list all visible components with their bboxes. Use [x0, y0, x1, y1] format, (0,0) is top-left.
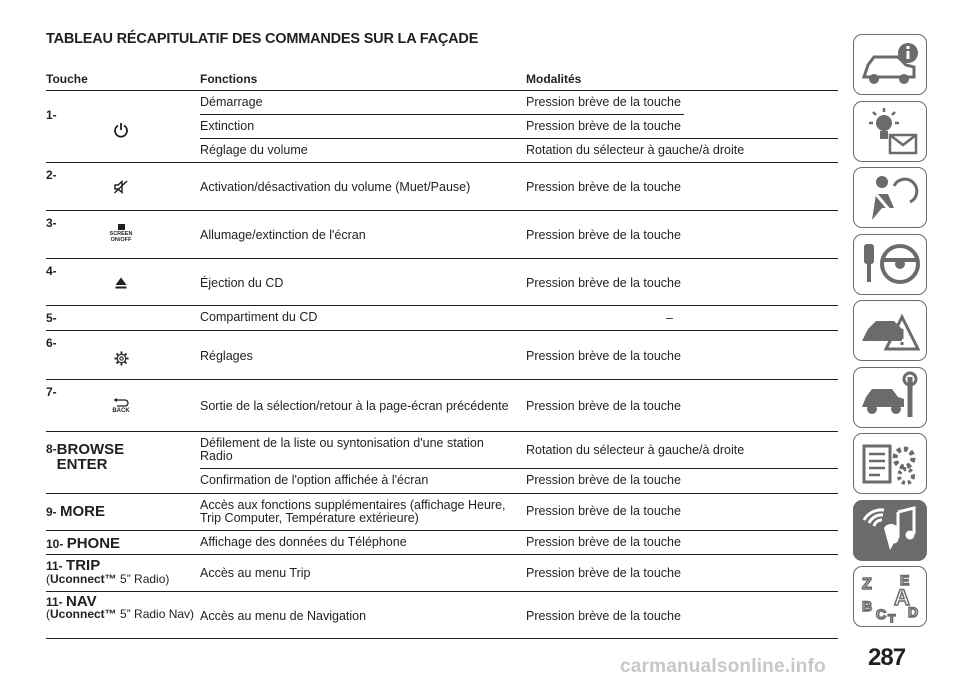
mode-text: Pression brève de la touche	[526, 535, 681, 549]
key-number: 9-	[46, 505, 57, 519]
mode-text: Pression brève de la touche	[526, 504, 681, 518]
row-key: 4-	[46, 264, 57, 278]
chapter-sidebar	[853, 34, 929, 633]
back-arrow-icon	[106, 398, 136, 415]
back-icon-label: BACK	[112, 408, 130, 414]
function-text: Confirmation de l'option affichée à l'écran	[200, 473, 429, 487]
index-icon	[858, 571, 922, 623]
mode-text: Rotation du sélecteur à gauche/à droite	[526, 443, 745, 457]
table-subrow	[200, 469, 838, 492]
key-number: 11-	[46, 559, 63, 573]
key-subtitle	[46, 607, 194, 621]
svg-text:Z: Z	[862, 575, 872, 593]
function-text: Accès au menu de Navigation	[200, 609, 367, 623]
table-row	[46, 592, 838, 639]
key-label: PHONE	[66, 535, 121, 552]
table-row	[46, 531, 838, 555]
header-key: Touche	[46, 72, 88, 86]
row-key	[46, 503, 105, 520]
row-key: 5-	[46, 311, 57, 325]
warning-lights-icon	[858, 105, 922, 157]
page-number: 287	[868, 644, 906, 671]
starting-driving-icon	[858, 238, 922, 290]
watermark: carmanualsonline.info	[620, 656, 826, 677]
mode-text: Pression brève de la touche	[526, 609, 681, 623]
key-subtitle-open: (	[46, 572, 50, 586]
mode-text: Pression brève de la touche	[526, 566, 681, 580]
table-header	[46, 66, 838, 91]
tab-car-info[interactable]	[853, 34, 927, 95]
tab-safety[interactable]	[853, 167, 927, 228]
safety-airbag-icon	[858, 172, 922, 224]
table-row	[46, 432, 838, 494]
table-subrow	[200, 91, 684, 115]
mode-text: Pression brève de la touche	[526, 180, 681, 194]
power-icon	[106, 122, 136, 138]
eject-icon	[106, 277, 136, 289]
table-row	[46, 306, 838, 331]
function-text: Démarrage	[200, 95, 263, 109]
function-text: Réglage du volume	[200, 143, 308, 157]
function-text: Réglages	[200, 349, 253, 363]
header-mode: Modalités	[526, 72, 582, 86]
tab-maintenance[interactable]	[853, 367, 927, 428]
row-key: 2-	[46, 168, 57, 182]
controls-table	[46, 66, 838, 639]
table-row	[46, 380, 838, 432]
table-subrow	[200, 139, 838, 162]
emergency-icon	[858, 305, 922, 357]
technical-data-icon	[858, 438, 922, 490]
function-text: Sortie de la sélection/retour à la page-écran précédente	[200, 399, 509, 413]
svg-text:D: D	[908, 603, 919, 620]
key-label: NAV	[66, 593, 97, 610]
table-row	[46, 331, 838, 380]
key-subtitle-rest: 5” Radio Nav)	[116, 607, 195, 621]
screen-icon-label: ON/OFF	[110, 237, 132, 243]
tab-starting-driving[interactable]	[853, 234, 927, 295]
row-key: 3-	[46, 216, 57, 230]
row-key	[46, 535, 120, 552]
screen-icon-label: SCREEN	[109, 231, 133, 237]
table-row	[46, 211, 838, 259]
key-label: TRIP	[66, 557, 101, 574]
function-text: Activation/désactivation du volume (Muet/Pause)	[200, 180, 471, 194]
key-subtitle-rest: 5” Radio)	[116, 572, 170, 586]
svg-text:E: E	[900, 571, 910, 588]
row-key	[46, 442, 157, 472]
key-subtitle-open: (	[46, 607, 50, 621]
mode-text: Pression brève de la touche	[526, 228, 681, 242]
row-key: 7-	[46, 385, 57, 399]
car-info-icon	[858, 39, 922, 91]
key-number: 11-	[46, 595, 63, 609]
mode-text: Pression brève de la touche	[526, 95, 681, 109]
page-title: TABLEAU RÉCAPITULATIF DES COMMANDES SUR LA FAÇADE	[46, 31, 479, 47]
header-function: Fonctions	[200, 72, 258, 86]
table-row	[46, 555, 838, 592]
key-number: 10-	[46, 537, 64, 551]
tab-warning-lights[interactable]	[853, 101, 927, 162]
brand-name: Uconnect™	[50, 607, 117, 621]
function-text: Accès aux fonctions supplémentaires (affichage Heure, Trip Computer, Température extérieure)	[200, 498, 506, 525]
mute-icon	[106, 180, 136, 194]
mode-text: –	[666, 311, 673, 325]
tab-technical-data[interactable]	[853, 433, 927, 494]
settings-gear-icon	[106, 351, 136, 366]
mode-text: Pression brève de la touche	[526, 399, 681, 413]
table-row	[46, 259, 838, 306]
key-subtitle	[46, 572, 169, 586]
screen-onoff-icon	[106, 224, 136, 243]
table-row	[46, 163, 838, 211]
row-key	[46, 559, 169, 586]
table-subrow	[200, 115, 838, 139]
key-number: 8-	[46, 442, 57, 456]
function-text: Accès au menu Trip	[200, 566, 311, 580]
svg-text:C: C	[876, 605, 887, 622]
row-key: 6-	[46, 336, 57, 350]
function-text: Éjection du CD	[200, 276, 284, 290]
brand-name: Uconnect™	[50, 572, 117, 586]
svg-text:T: T	[888, 611, 896, 623]
row-key	[46, 593, 196, 621]
tab-index[interactable]	[853, 566, 927, 627]
tab-multimedia[interactable]	[853, 500, 927, 561]
function-text: Allumage/extinction de l'écran	[200, 228, 366, 242]
svg-text:A: A	[894, 584, 910, 610]
table-row	[46, 91, 838, 163]
table-subrow	[200, 432, 838, 469]
function-text: Compartiment du CD	[200, 310, 318, 324]
mode-text: Pression brève de la touche	[526, 276, 681, 290]
function-text: Affichage des données du Téléphone	[200, 535, 407, 549]
key-label: MORE	[60, 503, 106, 520]
mode-text: Pression brève de la touche	[526, 349, 681, 363]
table-row	[46, 494, 838, 531]
function-text: Défilement de la liste ou syntonisation d'une station Radio	[200, 436, 484, 463]
row-key: 1-	[46, 108, 57, 122]
key-label: BROWSE ENTER	[56, 441, 125, 473]
mode-text: Pression brève de la touche	[526, 473, 681, 487]
mode-text: Pression brève de la touche	[526, 119, 681, 133]
maintenance-icon	[858, 371, 922, 423]
function-text: Extinction	[200, 119, 255, 133]
mode-text: Rotation du sélecteur à gauche/à droite	[526, 143, 745, 157]
tab-emergency[interactable]	[853, 300, 927, 361]
svg-text:B: B	[862, 597, 873, 614]
multimedia-icon	[858, 504, 922, 556]
